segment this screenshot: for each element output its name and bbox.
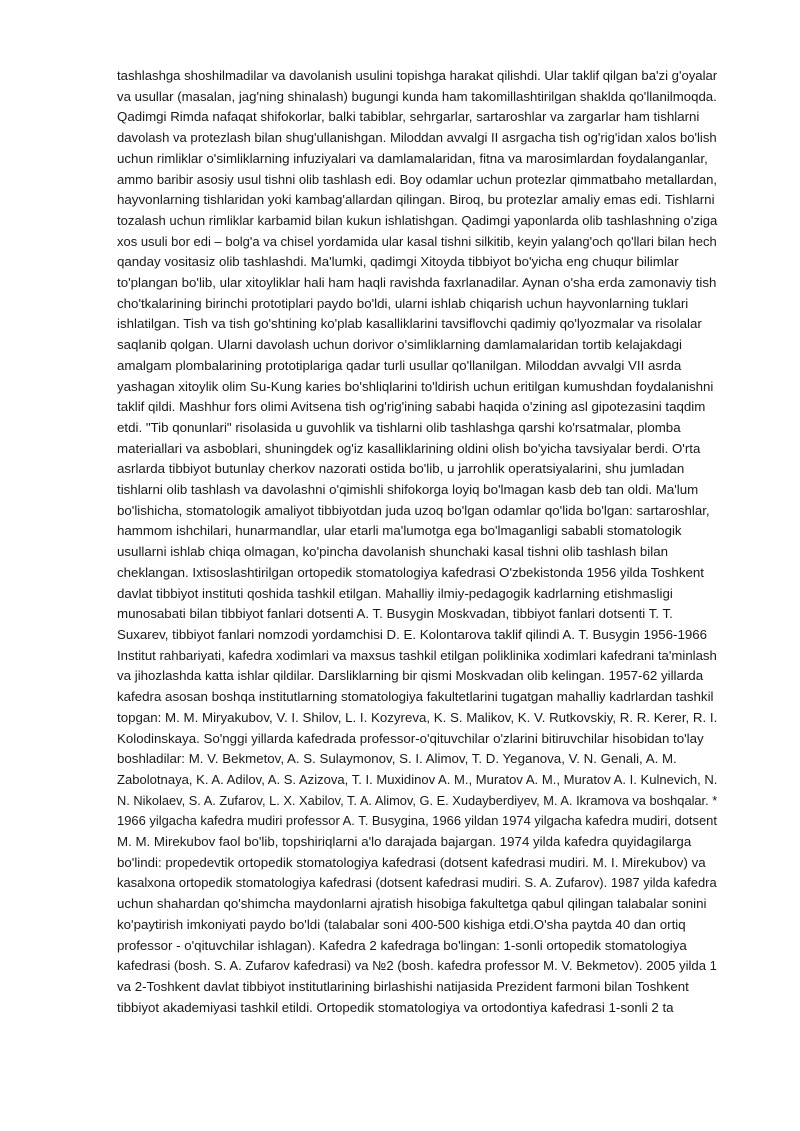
text-line: Suxarev, tibbiyot fanlari nomzodi yordamchisi D. E. Kolontarova taklif qilindi A. T. Busygin 1956-1966 xyxy=(117,626,708,642)
text-line: Zabolotnaya, K. A. Adilov, A. S. Azizova, T. I. Muxidinov A. M., Muratov A. M., Muratov A. I. Kulnevich, N. xyxy=(117,771,718,787)
text-line: munosabati bilan tibbiyot fanlari dotsenti A. T. Busygin Moskvadan, tibbiyot fanlari dotsenti T. T. xyxy=(117,606,673,622)
text-line: xos usuli bor edi – bolg'a va chisel yordamida ular kasal tishni silkitib, keyin yalang'och qo'llari bilan hech xyxy=(117,233,717,249)
text-line: M. M. Mirekubov faol bo'lib, topshiriqlarni a'lo darajada bajargan. 1974 yilda kafedra quyidagilarga xyxy=(117,834,692,850)
text-line: asrlarda tibbiyot butunlay cherkov nazorati ostida bo'lib, u jarrohlik operatsiyalarini, shu jumladan xyxy=(117,461,685,477)
text-line: boshladilar: M. V. Bekmetov, A. S. Sulaymonov, S. I. Alimov, T. D. Yeganova, V. N. Genali, A. M. xyxy=(117,751,677,767)
text-line: cho'tkalarining birinchi prototiplari paydo bo'ldi, ularni ishlab chiqarish uchun hayvonlarning tuklari xyxy=(117,295,689,311)
text-line: tibbiyot akademiyasi tashkil etildi. Ortopedik stomatologiya va ortodontiya kafedrasi 1-sonli 2 ta xyxy=(117,999,674,1015)
text-line: cheklangan. Ixtisoslashtirilgan ortopedik stomatologiya kafedrasi O'zbekistonda 1956 yilda Toshkent xyxy=(117,564,704,580)
text-line: bo'lishicha, stomatologik amaliyot tibbiyotdan juda uzoq bo'lgan odamlar qo'lida bo'lgan: sartaroshlar, xyxy=(117,502,710,518)
text-line: etdi. "Tib qonunlari" risolasida u guvohlik va tishlarni olib tashlashga qarshi ko'rsatmalar, plomba xyxy=(117,419,681,435)
text-line: materiallari va asboblari, shuningdek og'iz kasalliklarining oldini olish bo'yicha tavsiyalar berdi. O'rta xyxy=(117,440,701,456)
text-line: tozalash uchun rimliklar karbamid bilan kukun ishlatishgan. Qadimgi yaponlarda olib tashlashning o'ziga xyxy=(117,212,718,228)
text-line: kasalxona ortopedik stomatologiya kafedrasi (dotsent kafedrasi mudiri. S. A. Zufarov). 1987 yilda kafedra xyxy=(117,875,717,891)
text-line: yashagan xitoylik olim Su-Kung karies bo'shliqlarini to'ldirish uchun eritilgan kumushdan foydalanishni xyxy=(117,378,714,394)
text-line: ishlatilgan. Tish va tish go'shtining ko'plab kasalliklarini tavsiflovchi qadimiy qo'lyozmalar va risolalar xyxy=(117,316,702,332)
body-paragraph xyxy=(117,66,717,1018)
text-line: Kolodinskaya. So'nggi yillarda kafedrada professor-o'qituvchilar o'zlarini bitiruvchilar hisobidan to'lay xyxy=(117,730,704,746)
text-line: davolash va protezlash bilan shug'ullanishgan. Miloddan avvalgi II asrgacha tish og'rig'idan xalos bo'lish xyxy=(117,130,717,146)
text-line: kafedrasi (bosh. S. A. Zufarov kafedrasi) va №2 (bosh. kafedra professor M. V. Bekmetov). 2005 yilda 1 xyxy=(117,958,717,974)
text-line: tishlarni olib tashlash va davolashni o'qimishli shifokorga loyiq bo'lmagan kasb deb tan oldi. Ma'lum xyxy=(117,482,699,498)
text-line: topgan: M. M. Miryakubov, V. I. Shilov, L. I. Kozyreva, K. S. Malikov, K. V. Rutkovskiy, R. R. Kerer, R. I. xyxy=(117,709,718,725)
text-line: saqlanib qolgan. Ularni davolash uchun dorivor o'simliklarning damlamalaridan tortib kelajakdagi xyxy=(117,337,683,353)
text-line: hammom ishchilari, hunarmandlar, ular etarli ma'lumotga ega bo'lmaganligi sababli stomatologik xyxy=(117,523,682,539)
text-line: uchun shahardan qo'shimcha maydonlarni ajratish hisobiga fakultetga qabul qilingan talabalar sonini xyxy=(117,896,707,912)
text-line: va jihozlashda katta ishlar qildilar. Darsliklarning bir qismi Moskvadan olib kelingan. 1957-62 yillarda xyxy=(117,668,704,684)
text-line: va 2-Toshkent davlat tibbiyot institutlarining birlashishi natijasida Prezident farmoni bilan Toshkent xyxy=(117,978,689,994)
text-line: to'plangan bo'lib, ular xitoyliklar hali ham haqli ravishda faxrlanadilar. Aynan o'sha erda zamonaviy tish xyxy=(117,275,717,291)
text-line: usullarni ishlab chiqa olmagan, ko'pincha davolanish shunchaki kasal tishni olib tashlash bilan xyxy=(117,544,669,560)
text-line: professor - o'qituvchilar ishlagan). Kafedra 2 kafedraga bo'lingan: 1-sonli ortopedik stomatologiya xyxy=(117,937,687,953)
text-line: uchun rimliklar o'simliklarning infuziyalari va damlamalaridan, fitna va marosimlardan foydalanganlar, xyxy=(117,150,708,166)
text-line: qanday vositasiz olib tashlashdi. Ma'lumki, qadimgi Xitoyda tibbiyot bo'yicha eng chuqur bilimlar xyxy=(117,254,679,270)
text-line: davlat tibbiyot instituti qoshida tashkil etilgan. Mahalliy ilmiy-pedagogik kadrlarning etishmasligi xyxy=(117,585,673,601)
text-line: amalgam plombalarining prototiplariga qadar turli usullar qo'llanilgan. Miloddan avvalgi VII asrda xyxy=(117,357,682,373)
text-line: Qadimgi Rimda nafaqat shifokorlar, balki tabiblar, sehrgarlar, sartaroshlar va zargarlar ham tishlarni xyxy=(117,109,700,125)
text-line: taklif qildi. Mashhur fors olimi Avitsena tish og'rig'ining sababi haqida o'zining asl gipotezasini taqdim xyxy=(117,399,706,415)
text-line: Institut rahbariyati, kafedra xodimlari va maxsus tashkil etilgan poliklinika xodimlari kafedrani ta'minlash xyxy=(117,647,717,663)
text-line: kafedra asosan boshqa institutlarning stomatologiya fakultetlarini tugatgan mahalliy kadrlardan tashkil xyxy=(117,689,714,705)
text-line: N. Nikolaev, S. A. Zufarov, L. X. Xabilov, T. A. Alimov, G. E. Xudayberdiyev, M. A. Ikramova va boshqalar. * xyxy=(117,792,718,808)
text-line: ko'paytirish imkoniyati paydo bo'ldi (talabalar soni 400-500 kishiga etdi.O'sha paytda 40 dan ortiq xyxy=(117,916,686,932)
text-line: va usullar (masalan, jag'ning shinalash) bugungi kunda ham takomillashtirilgan shaklda qo'llanilmoqda. xyxy=(117,88,717,104)
text-line: ammo baribir asosiy usul tishni olib tashlash edi. Boy odamlar uchun protezlar qimmatbaho metallardan, xyxy=(117,171,717,187)
text-line: bo'lindi: propedevtik ortopedik stomatologiya kafedrasi (dotsent kafedrasi mudiri. M. I. Mirekubov) va xyxy=(117,854,706,870)
text-line: 1966 yilgacha kafedra mudiri professor A. T. Busygina, 1966 yildan 1974 yilgacha kafedra mudiri, dotsent xyxy=(117,813,717,829)
text-line: tashlashga shoshilmadilar va davolanish usulini topishga harakat qilishdi. Ular taklif qilgan ba'zi g'oyalar xyxy=(117,68,718,83)
text-line: hayvonlarning tishlaridan yoki kambag'allardan qilingan. Biroq, bu protezlar amaliy emas edi. Tishlarni xyxy=(117,192,715,208)
